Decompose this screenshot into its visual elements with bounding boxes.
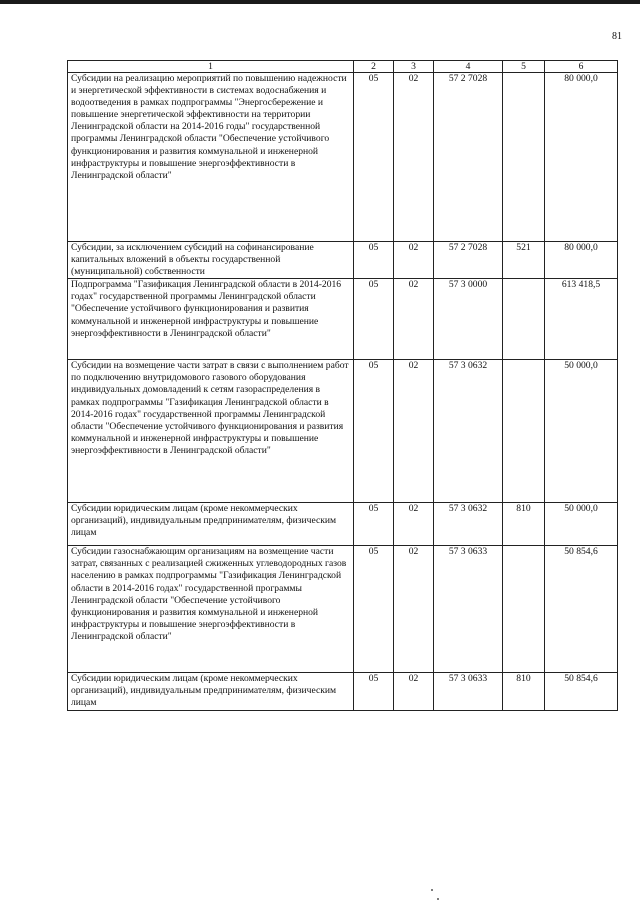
column-header: 2 [354, 61, 394, 73]
row-target-code: 57 3 0633 [434, 546, 503, 673]
row-amount: 50 000,0 [545, 360, 618, 503]
row-expense-type [503, 279, 545, 360]
row-amount: 50 000,0 [545, 503, 618, 546]
row-subsection: 02 [394, 242, 434, 279]
row-amount: 80 000,0 [545, 73, 618, 242]
row-expense-type [503, 73, 545, 242]
row-name: Подпрограмма "Газификация Ленинградской области в 2014-2016 годах" государственной программы Ленинградской области "Обеспечение устойчивого функционирования и развития коммунальной и инженерной инфраструктуры и повышение энергоэффективности в Ленинградской области" [68, 279, 354, 360]
row-expense-type: 810 [503, 673, 545, 710]
table-row [68, 673, 618, 710]
row-expense-type [503, 360, 545, 503]
row-section: 05 [354, 73, 394, 242]
column-header: 4 [434, 61, 503, 73]
row-name: Субсидии юридическим лицам (кроме некоммерческих организаций), индивидуальным предпринимателям, физическим лицам [68, 503, 354, 546]
table-row [68, 279, 618, 360]
row-section: 05 [354, 360, 394, 503]
row-name: Субсидии, за исключением субсидий на софинансирование капитальных вложений в объекты государственной (муниципальной) собственности [68, 242, 354, 279]
row-name: Субсидии газоснабжающим организациям на возмещение части затрат, связанных с реализацией сжиженных углеводородных газов населению в рамках подпрограммы "Газификация Ленинградской области в 2014-2016 годах" государственной программы Ленинградской области "Обеспечение устойчивого функционирования и развития коммунальной и инженерной инфраструктуры и повышение энергоэффективности в Ленинградской области" [68, 546, 354, 673]
row-target-code: 57 3 0632 [434, 503, 503, 546]
row-amount: 80 000,0 [545, 242, 618, 279]
row-amount: 50 854,6 [545, 673, 618, 710]
row-target-code: 57 3 0633 [434, 673, 503, 710]
budget-table [67, 60, 618, 711]
column-header: 6 [545, 61, 618, 73]
row-section: 05 [354, 673, 394, 710]
column-header: 3 [394, 61, 434, 73]
header-row [68, 61, 618, 73]
row-section: 05 [354, 242, 394, 279]
table-row [68, 503, 618, 546]
table-row [68, 360, 618, 503]
scan-speck [431, 889, 433, 891]
row-expense-type: 521 [503, 242, 545, 279]
column-header: 5 [503, 61, 545, 73]
row-name: Субсидии на реализацию мероприятий по повышению надежности и энергетической эффективности в системах водоснабжения и водоотведения в рамках подпрограммы "Энергосбережение и повышение энергетической эффективности на территории Ленинградской области на 2014-2016 годы" государственной программы Ленинградской области "Обеспечение устойчивого функционирования и развития коммунальной и инженерной инфраструктуры и повышение энергоэффективности в Ленинградской области" [68, 73, 354, 242]
row-amount: 613 418,5 [545, 279, 618, 360]
row-target-code: 57 3 0000 [434, 279, 503, 360]
row-expense-type [503, 546, 545, 673]
table-row [68, 73, 618, 242]
row-subsection: 02 [394, 279, 434, 360]
row-section: 05 [354, 546, 394, 673]
row-subsection: 02 [394, 546, 434, 673]
scan-top-edge [0, 0, 640, 4]
row-subsection: 02 [394, 73, 434, 242]
row-amount: 50 854,6 [545, 546, 618, 673]
table-row [68, 546, 618, 673]
row-name: Субсидии юридическим лицам (кроме некоммерческих организаций), индивидуальным предпринимателям, физическим лицам [68, 673, 354, 710]
row-section: 05 [354, 279, 394, 360]
row-expense-type: 810 [503, 503, 545, 546]
row-target-code: 57 2 7028 [434, 73, 503, 242]
row-name: Субсидии на возмещение части затрат в связи с выполнением работ по подключению внутридомового газового оборудования индивидуальных домовладений к сетям газораспределения в рамках подпрограммы "Газификация Ленинградской области в 2014-2016 годах" государственной программы Ленинградской области "Обеспечение устойчивого функционирования и развития коммунальной и инженерной инфраструктуры и повышение энергоэффективности в Ленинградской области" [68, 360, 354, 503]
scan-speck [437, 898, 439, 900]
column-header: 1 [68, 61, 354, 73]
table-row [68, 242, 618, 279]
row-target-code: 57 3 0632 [434, 360, 503, 503]
page-number: 81 [612, 31, 622, 42]
row-target-code: 57 2 7028 [434, 242, 503, 279]
row-subsection: 02 [394, 673, 434, 710]
row-section: 05 [354, 503, 394, 546]
row-subsection: 02 [394, 503, 434, 546]
row-subsection: 02 [394, 360, 434, 503]
